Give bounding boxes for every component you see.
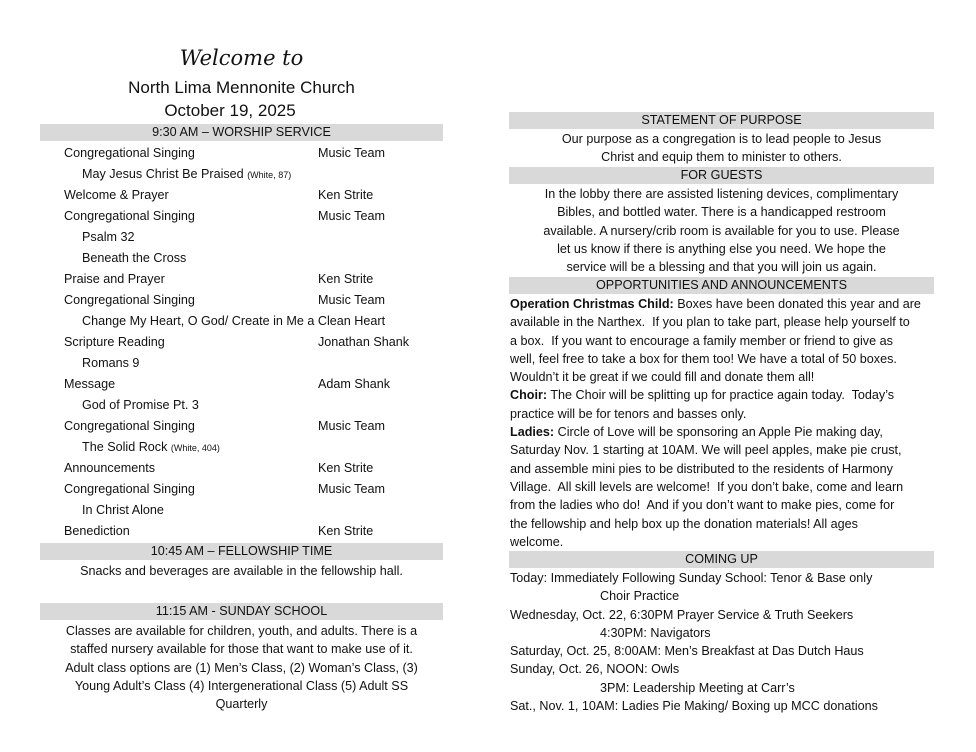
- service-item: [40, 185, 443, 206]
- service-item: [40, 164, 443, 185]
- church-name: North Lima Mennonite Church: [128, 78, 355, 97]
- service-item: [40, 143, 443, 164]
- order-of-worship: [40, 143, 443, 542]
- announcement-line: [510, 533, 960, 551]
- text-line: Adult class options are (1) Men’s Class, (2) Woman’s Class, (3): [65, 660, 418, 675]
- event-line: 3PM: Leadership Meeting at Carr’s: [600, 680, 795, 695]
- announcement-line: [510, 515, 960, 533]
- announcement-text: Saturday Nov. 1 starting at 10AM. We will peel apples, make pie crust,: [510, 443, 902, 458]
- service-item: [40, 395, 443, 416]
- service-item-label: May Jesus Christ Be Praised: [82, 167, 244, 181]
- service-item-label: Scripture Reading: [64, 335, 165, 349]
- service-item-label: Psalm 32: [82, 230, 135, 244]
- text-line: Quarterly: [215, 697, 268, 712]
- service-item-leader: Music Team: [318, 293, 385, 307]
- event-line: Today: Immediately Following Sunday School: Tenor & Base only: [510, 571, 873, 585]
- service-item: [40, 458, 443, 479]
- service-item-label: Welcome & Prayer: [64, 188, 169, 202]
- announcement-text: and assemble mini pies to be distributed to the residents of Harmony: [510, 461, 893, 476]
- event-line: Sunday, Oct. 26, NOON: Owls: [510, 662, 680, 677]
- service-item: [40, 332, 443, 353]
- service-item: [40, 290, 443, 311]
- fellowship-line: Snacks and beverages are available in the fellowship hall.: [80, 564, 403, 578]
- service-item: [40, 374, 443, 395]
- text-line: available. A nursery/crib room is available for you to use. Please: [543, 223, 900, 238]
- text-line: Bibles, and bottled water. There is a handicapped restroom: [557, 205, 886, 220]
- announcement-title: Choir:: [510, 388, 548, 403]
- welcome-heading: Welcome to: [179, 46, 304, 70]
- hymn-with-reference: [82, 437, 220, 459]
- text-line: Our purpose as a congregation is to lead people to Jesus: [561, 132, 882, 146]
- service-item-leader: Ken Strite: [318, 272, 374, 286]
- announcement-line: [510, 295, 960, 313]
- service-item-label: In Christ Alone: [82, 503, 164, 517]
- purpose-header: STATEMENT OF PURPOSE: [509, 112, 934, 129]
- service-item-label: Congregational Singing: [64, 209, 195, 223]
- purpose-text: [509, 130, 934, 167]
- announcement-line: [510, 441, 960, 459]
- announcement-line: [510, 313, 960, 331]
- service-item-label: Congregational Singing: [64, 482, 195, 496]
- guests-text: [509, 185, 934, 276]
- fellowship-text: [40, 562, 443, 580]
- announcement-line: [510, 368, 960, 386]
- announcement-text: a box. If you want to encourage a family member or friend to give as: [510, 333, 893, 348]
- service-item-label: Praise and Prayer: [64, 272, 165, 286]
- announcement-line: [510, 423, 960, 441]
- service-item-label: Change My Heart, O God/ Create in Me a Clean Heart: [82, 314, 386, 328]
- event-line: Choir Practice: [600, 589, 680, 604]
- announcement-text: Wouldn’t it be great if we could fill and donate them all!: [510, 370, 815, 385]
- service-item: [40, 248, 443, 269]
- service-item: [40, 311, 443, 332]
- service-item-leader: Music Team: [318, 146, 385, 160]
- service-item-label: Congregational Singing: [64, 146, 195, 160]
- service-item-leader: Ken Strite: [318, 461, 374, 475]
- worship-header: 9:30 AM – WORSHIP SERVICE: [40, 124, 443, 141]
- announcement-text: Circle of Love will be sponsoring an Apple Pie making day,: [554, 425, 883, 440]
- text-line: In the lobby there are assisted listening devices, complimentary: [544, 187, 899, 201]
- fellowship-header: 10:45 AM – FELLOWSHIP TIME: [40, 543, 443, 560]
- announcement-title: Ladies:: [510, 425, 555, 440]
- event-line: 4:30PM: Navigators: [600, 625, 711, 640]
- announcements-header: OPPORTUNITIES AND ANNOUNCEMENTS: [509, 277, 934, 294]
- event-line: Wednesday, Oct. 22, 6:30PM Prayer Service & Truth Seekers: [510, 607, 854, 622]
- service-item: [40, 416, 443, 437]
- announcements-text: [510, 295, 960, 551]
- service-item-leader: Music Team: [318, 419, 385, 433]
- announcement-line: [510, 332, 960, 350]
- announcement-text: Boxes have been donated this year and are: [673, 297, 921, 311]
- text-line: Young Adult’s Class (4) Intergenerational Class (5) Adult SS: [74, 678, 409, 693]
- guests-header: FOR GUESTS: [509, 167, 934, 184]
- coming-up-list: [510, 569, 960, 715]
- bulletin-date: October 19, 2025: [164, 101, 296, 120]
- event-line: Saturday, Oct. 25, 8:00AM: Men’s Breakfast at Das Dutch Haus: [510, 644, 864, 659]
- service-item: [40, 227, 443, 248]
- service-item: [40, 269, 443, 290]
- service-item-label: Romans 9: [82, 356, 140, 370]
- text-line: Classes are available for children, youth, and adults. There is a: [65, 624, 418, 638]
- service-item: [40, 521, 443, 542]
- announcement-line: [510, 496, 960, 514]
- announcement-line: [510, 405, 960, 423]
- hymn-reference: (White, 87): [247, 170, 292, 180]
- service-item-leader: Jonathan Shank: [318, 335, 410, 349]
- text-line: let us know if there is anything else you need. We hope the: [557, 241, 886, 256]
- text-line: Christ and equip them to minister to others.: [601, 150, 842, 165]
- announcement-line: [510, 350, 960, 368]
- service-item: [40, 500, 443, 521]
- announcement-text: welcome.: [510, 534, 564, 549]
- announcement-line: [510, 386, 960, 404]
- text-line: service will be a blessing and that you will join us again.: [566, 260, 877, 275]
- service-item-label: Announcements: [64, 461, 156, 475]
- service-item: [40, 206, 443, 227]
- service-item-leader: Ken Strite: [318, 188, 374, 202]
- sunday-school-text: [40, 622, 443, 713]
- service-item-leader: Music Team: [318, 209, 385, 223]
- announcement-text: from the ladies who do! And if you don’t want to make pies, come for: [510, 498, 895, 513]
- announcement-text: practice will be for tenors and basses only.: [510, 406, 747, 421]
- service-item-label: Congregational Singing: [64, 419, 195, 433]
- announcement-line: [510, 478, 960, 496]
- service-item: [40, 353, 443, 374]
- service-item-label: The Solid Rock: [82, 440, 168, 454]
- hymn-reference: (White, 404): [170, 443, 220, 453]
- announcement-text: available in the Narthex. If you plan to take part, please help yourself to: [510, 315, 910, 330]
- service-item-label: God of Promise Pt. 3: [82, 398, 199, 412]
- announcement-text: well, feel free to take a box for them too! We have a total of 50 boxes.: [510, 351, 897, 366]
- service-item-label: Beneath the Cross: [82, 251, 187, 265]
- service-item: [40, 437, 443, 458]
- announcement-text: the fellowship and help box up the donation materials! All ages: [510, 516, 858, 531]
- service-item: [40, 479, 443, 500]
- announcement-text: The Choir will be splitting up for practice again today. Today’s: [547, 388, 895, 403]
- text-line: staffed nursery available for those that want to make use of it.: [70, 642, 413, 657]
- sunday-school-header: 11:15 AM - SUNDAY SCHOOL: [40, 603, 443, 620]
- announcement-title: Operation Christmas Child:: [510, 297, 674, 311]
- event-line: Sat., Nov. 1, 10AM: Ladies Pie Making/ Boxing up MCC donations: [510, 699, 878, 714]
- service-item-leader: Music Team: [318, 482, 385, 496]
- service-item-label: Congregational Singing: [64, 293, 195, 307]
- announcement-line: [510, 460, 960, 478]
- service-item-leader: Ken Strite: [318, 524, 374, 538]
- announcement-text: Village. All skill levels are welcome! If you don’t bake, come and learn: [510, 479, 904, 494]
- coming-up-header: COMING UP: [509, 551, 934, 568]
- service-item-label: Benediction: [64, 524, 130, 538]
- service-item-leader: Adam Shank: [318, 377, 391, 391]
- service-item-label: Message: [64, 377, 116, 391]
- hymn-with-reference: [82, 164, 291, 186]
